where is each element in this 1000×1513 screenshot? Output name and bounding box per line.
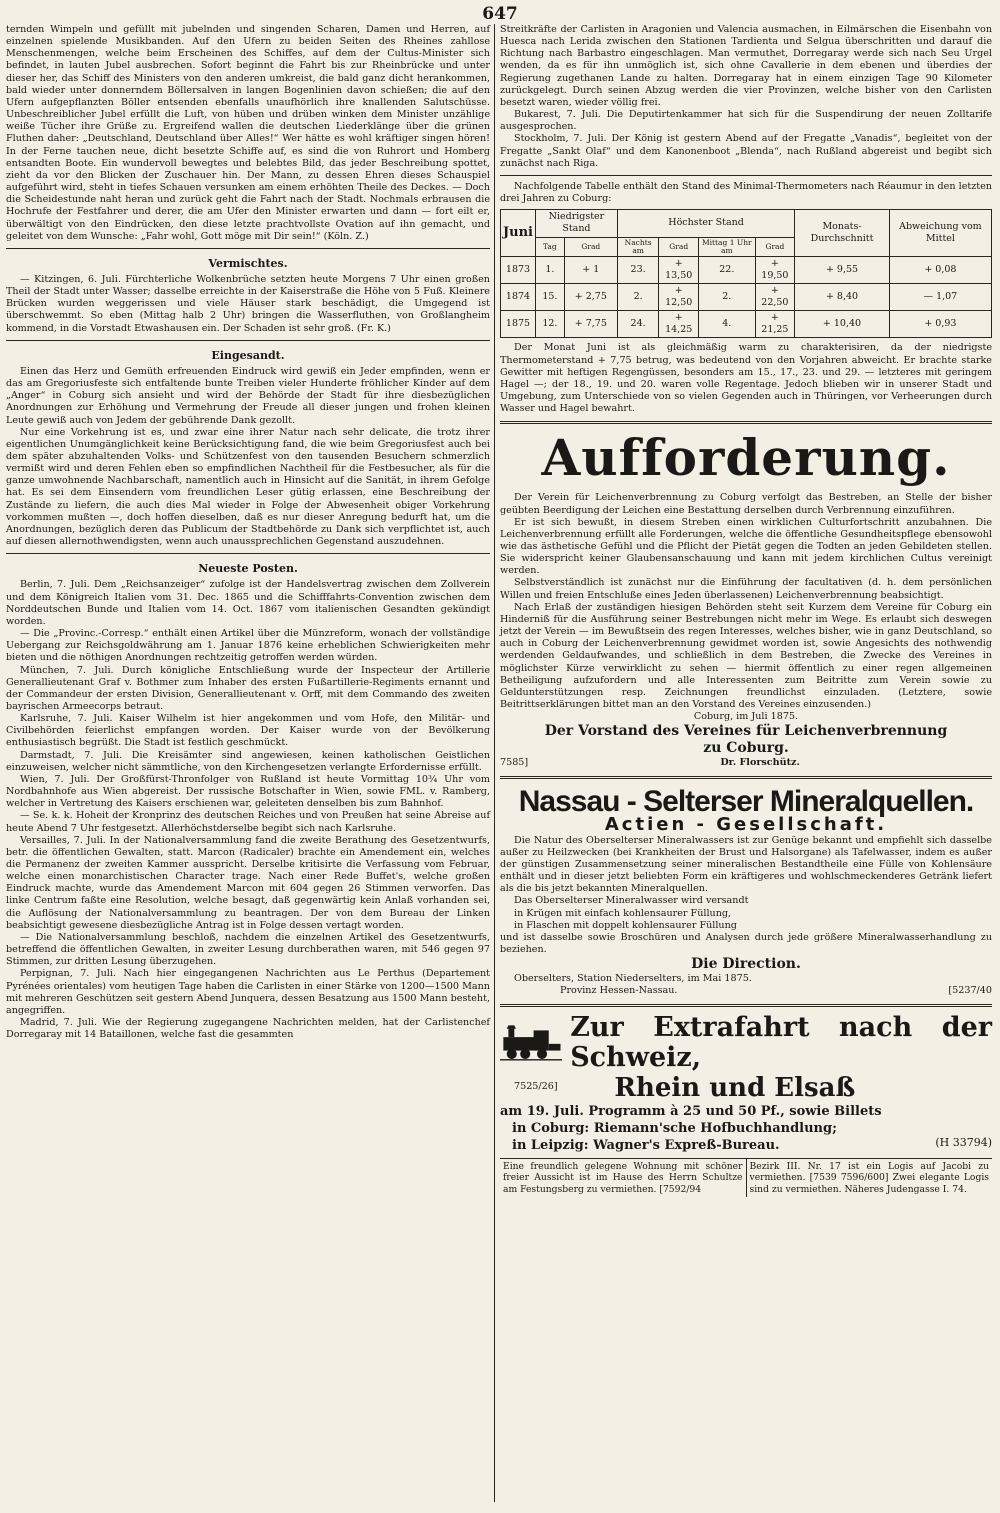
table-cell: + 12,50 xyxy=(659,283,699,310)
table-subheader: Nachts am xyxy=(617,237,658,256)
ad-reference: [5237/40 xyxy=(948,985,992,997)
table-header-abweichung: Abweichung vom Mittel xyxy=(889,210,991,256)
article-darmstadt: Darmstadt, 7. Juli. Die Kreisämter sind angewiesen, keinen katholischen Geistlichen einzuweisen, welcher nicht sämmtliche, von den Kirchengesetzen verlangte Erfordernisse erfüllt. xyxy=(6,749,490,773)
table-cell: + 10,40 xyxy=(795,311,890,338)
ad-nassau-title: Nassau - Selterser Mineralquellen. xyxy=(518,784,974,818)
page-number: 647 xyxy=(482,4,518,24)
ad-nassau-text: in Krügen mit einfach kohlensaurer Füllung, xyxy=(514,907,732,919)
ad-extrafahrt-title: Rhein und Elsaß xyxy=(614,1072,856,1103)
thermometer-table xyxy=(500,209,992,338)
ad-extrafahrt-title: Zur Extrafahrt nach der Schweiz, xyxy=(570,1011,992,1073)
section-rule xyxy=(6,340,490,341)
heading-vermischtes: Vermischtes. xyxy=(208,256,288,270)
article-karlsruhe: Karlsruhe, 7. Juli. Kaiser Wilhelm ist hier angekommen und vom Hofe, den Militär- und Civilbehörden feierlichst empfangen worden. Der Kaiser wurde von der Bevölkerung enthusiastisch begrüßt. Die Stadt ist festlich geschmückt. xyxy=(6,713,490,749)
article-perpignan: Perpignan, 7. Juli. Nach hier eingegangenen Nachrichten aus Le Perthus (Departement Pyrénées orientales) vom heutigen Tage haben die Carlisten in einer Stärke von 1200—1500 Mann mit mehreren Geschützen seit gestern Abend Junquera, dessen Besatzung aus 1500 Mann besteht, angegriffen. xyxy=(6,968,490,1016)
ad-extrafahrt-text: in Leipzig: Wagner's Expreß-Bureau. xyxy=(512,1137,780,1153)
article-madrid: Madrid, 7. Juli. Wie der Regierung zugegangene Nachrichten melden, hat der Carlistenchef Dorregaray mit 14 Bataillonen, welche fast die gesammten xyxy=(6,1017,490,1041)
table-cell: 1874 xyxy=(501,283,536,310)
table-cell: + 0,93 xyxy=(889,311,991,338)
table-header-niedrigster: Niedrigster Stand xyxy=(536,210,618,237)
table-header-monats: Monats-Durchschnitt xyxy=(795,210,890,256)
ad-rule xyxy=(500,1004,992,1007)
ad-aufforderung-signature: zu Coburg. xyxy=(703,740,789,757)
table-subheader: Tag xyxy=(536,237,565,256)
ad-extrafahrt-text: am 19. Juli. Programm à 25 und 50 Pf., sowie Billets xyxy=(500,1103,882,1119)
article-eingesandt-1: Einen das Herz und Gemüth erfreuenden Eindruck wird gewiß ein Jeder empfinden, wenn er das am Gregoriusfeste sich entfaltende bunte Treiben vieler Hunderte fröhlicher Kinder auf dem „Anger“ in Coburg sich ansieht und wird der Behörde der Stadt für ihre diesbezüglichen Anordnungen zur Erhöhung und Vermehrung der Freude all dieser jungen und frohen kleinen Leute gewiß auch von Jedem der gebührende Dank gezollt. xyxy=(6,365,490,426)
table-cell: + 14,25 xyxy=(659,311,699,338)
ad-nassau-text: Die Natur des Oberselterser Mineralwassers ist zur Genüge bekannt und empfiehlt sich dasselbe außer zu Heilzwecken (bei Krankheiten der Brust und Halsorgane) als Tafelwasser, indem es außer der günstigen Zusammensetzung seiner mineralischen Bestandtheile eine Fülle von Kohlensäure enthält und in dieser jetzt beliebten Form ein kräftigeres und wohlschmeckenderes Getränk liefert als die bis jetzt bekannten Mineralquellen. xyxy=(500,834,992,895)
ad-nassau-signature: Die Direction. xyxy=(691,956,801,973)
ad-aufforderung-signature: Der Vorstand des Vereines für Leichenverbrennung xyxy=(544,723,948,740)
table-cell: 22. xyxy=(699,256,755,283)
table-cell: + 0,08 xyxy=(889,256,991,283)
table-cell: 1875 xyxy=(501,311,536,338)
ad-nassau-place: Oberselters, Station Niederselters, im Mai 1875. xyxy=(514,973,752,985)
table-cell: + 19,50 xyxy=(755,256,795,283)
ad-aufforderung-text: Nach Erlaß der zuständigen hiesigen Behörden steht seit Kurzem dem Vereine für Coburg ein Hinderniß für die Ausführung seiner Bestrebungen nicht mehr im Wege. Es erlaubt sich deswegen jetzt der Verein — im Bewußtsein des regen Interesses, welches bisher, wie in ganz Deutschland, so auch in Coburg der Leichenverbrennung gewidmet worden ist, sowie Angesichts des nothwendig werdenden Geldaufwandes, und schließlich in dem Bestreben, die Zwecke des Vereines in möglichster Kürze verwirklicht zu sehen — hiermit öffentlich zu einer regen allgemeinen Betheiligung aufzufordern und alle Interessenten zum Beitritte zum Verein sowie zu Geldunterstützungen resp. Zeichnungen freundlichst einzuladen. (Letztere, sowie Beitrittserklärungen bittet man an den Vorstand des Vereines einzusenden.) xyxy=(500,601,992,711)
ad-nassau-province: Provinz Hessen-Nassau. xyxy=(560,985,678,997)
table-intro: Nachfolgende Tabelle enthält den Stand des Minimal-Thermometers nach Réaumur in den letzten drei Jahren zu Coburg: xyxy=(500,180,992,205)
locomotive-icon xyxy=(500,1022,562,1064)
article-festfahrt: ternden Wimpeln und gefüllt mit jubelnden und singenden Scharen, Damen und Herren, auf einzelnen spielende Musikbanden. Auf den Ufern zu beiden Seiten des Rheines zahllose Menschenmengen, welche beim Erscheinen des Schiffes, auf dem der Cultus-Minister sich befindet, in lauten Jubel ausbrechen. Sofort beginnt die Fahrt bis zur Rheinbrücke und unter dieser her, das Schiff des Ministers von den anderen umkreist, die bald ganz dicht herankommen, bald wieder unter donnerndem Böllersalven in langen Bogenlinien davon schießen; die auf den Ufern aufgepflanzten Böller entsenden ebenfalls unaufhörlich ihre knallenden Salutschüsse. Unbeschreiblicher Jubel erfüllt die Luft, von hüben und drüben winken dem Minister unzählige weiße Tücher ihre Grüße zu. Ergreifend wallen die deutschen Liederklänge über die grünen Fluthen daher: „Deutschland, Deutschland über Alles!“ Wer hätte es wohl kräftiger singen hören! In der Ferne tauchen neue, dicht besetzte Schiffe auf, es sind die von Ruhrort und Homberg entsandten Boote. Ein wundervoll bewegtes und belebtes Bild, das jeder Beschreibung spottet, zieht da vor den Blicken der Zuschauer hin. Der Mann, zu dessen Ehren dieses Schauspiel aufgeführt wird, steht in tiefes Schauen versunken am einem erhöhten Theile des Deckes. — Doch die Scheidestunde naht heran und zurück geht die Fahrt nach der Stadt. Nochmals erbrausen die Hochrufe der Festfahrer und derer, die am Ufer den Minister erwarten und dann — fort eilt er, überwältigt von den Eindrücken, den diese letzte prachtvollste Ovation auf ihn gemacht, und geleitet von dem Wunsche: „Fahr wohl, Gott möge mit Dir sein!“ (Köln. Z.) xyxy=(6,24,490,242)
article-berlin-2: — Die „Provinc.-Corresp.“ enthält einen Artikel über die Münzreform, wonach der vollständige Uebergang zur Reichsgoldwährung am 1. Januar 1876 keine erheblichen Schwierigkeiten mehr bieten und die nöthigen Anordnungen rechtzeitig getroffen werden würden. xyxy=(6,628,490,664)
table-cell: 23. xyxy=(617,256,658,283)
ad-reference: 7585] xyxy=(500,757,529,769)
table-cell: + 21,25 xyxy=(755,311,795,338)
ad-aufforderung-text: Selbstverständlich ist zunächst nur die Einführung der facultativen (d. h. dem persönlichen Willen und freien Entschluße eines Jeden überlassenen) Leichenverbrennung beabsichtigt. xyxy=(500,577,992,601)
ad-aufforderung-signer: Dr. Florschütz. xyxy=(720,757,800,769)
table-row xyxy=(501,256,992,283)
table-subheader: Mittag 1 Uhr am xyxy=(699,237,755,256)
table-row xyxy=(501,283,992,310)
article-muenchen: München, 7. Juli. Durch königliche Entschließung wurde der Inspecteur der Artillerie Generallieutenant Graf v. Bothmer zum Inhaber des ersten Fußartillerie-Regiments ernannt und der Commandeur der ersten Division, Generallieutenant v. Orff, mit dem Commando des zweiten bayrischen Armeecorps betraut. xyxy=(6,664,490,712)
ad-aufforderung xyxy=(500,430,992,769)
ad-aufforderung-title: Aufforderung. xyxy=(541,428,951,488)
article-stockholm: Stockholm, 7. Juli. Der König ist gestern Abend auf der Fregatte „Vanadis“, begleitet von der Fregatte „Sankt Olaf“ und dem Kanonenboot „Blenda“, nach Rußland abgereist und begibt sich zunächst nach Riga. xyxy=(500,133,992,169)
ad-nassau-text: und ist dasselbe sowie Broschüren und Analysen durch jede größere Mineralwasserhandlung zu beziehen. xyxy=(500,931,992,956)
ad-rule xyxy=(500,421,992,424)
ad-nassau-subtitle: Actien - Gesellschaft. xyxy=(604,813,888,835)
table-cell: 15. xyxy=(536,283,565,310)
table-header-juni: Juni xyxy=(501,210,536,256)
table-cell: + 13,50 xyxy=(659,256,699,283)
ad-nassau-text: in Flaschen mit doppelt kohlensaurer Füllung xyxy=(514,919,737,931)
ad-rule xyxy=(500,776,992,779)
table-cell: — 1,07 xyxy=(889,283,991,310)
section-rule xyxy=(500,175,992,176)
article-wien-1: Wien, 7. Juli. Der Großfürst-Thronfolger von Rußland ist heute Vormittag 10¾ Uhr vom Nordbahnhofe aus Wien abgereist. Der russische Botschafter in Wien, sowie FML. v. Ramberg, welcher in Vertretung des Kaisers erschienen war, geleiteten denselben bis zum Bahnhof. xyxy=(6,773,490,810)
ad-extrafahrt-text: in Coburg: Riemann'sche Hofbuchhandlung; xyxy=(512,1120,837,1136)
table-cell: + 1 xyxy=(564,256,617,283)
article-kitzingen: — Kitzingen, 6. Juli. Fürchterliche Wolkenbrüche setzten heute Morgens 7 Uhr einen großen Theil der Stadt unter Wasser; dasselbe erreichte in der Kaiserstraße die Höhe von 5 Fuß. Kleinere Brücken wurden weggerissen und viele Häuser stark beschädigt, die Umgegend ist überschwemmt. So eben (Mittag halb 2 Uhr) bringen die Wasserfluthen, von Großlangheim kommend, in die Vorstadt Etwashausen ein. Der Schaden ist sehr groß. (Fr. K.) xyxy=(6,273,490,334)
heading-eingesandt: Eingesandt. xyxy=(211,348,285,362)
table-cell: + 22,50 xyxy=(755,283,795,310)
section-rule xyxy=(6,248,490,249)
ad-aufforderung-text: Der Verein für Leichenverbrennung zu Coburg verfolgt das Bestreben, an Stelle der bisher geübten Beerdigung der Leichen eine Bestattung derselben durch Verbrennung einzuführen. xyxy=(500,492,992,516)
table-cell: 1873 xyxy=(501,256,536,283)
section-rule xyxy=(6,553,490,554)
table-cell: 24. xyxy=(617,311,658,338)
ad-aufforderung-date: Coburg, im Juli 1875. xyxy=(693,711,799,723)
table-cell: 2. xyxy=(699,283,755,310)
left-column xyxy=(6,24,490,1041)
table-subheader: Grad xyxy=(564,237,617,256)
table-cell: + 8,40 xyxy=(795,283,890,310)
column-divider xyxy=(494,24,495,1502)
ad-reference: (H 33794) xyxy=(935,1135,992,1149)
table-cell: 4. xyxy=(699,311,755,338)
table-commentary: Der Monat Juni ist als gleichmäßig warm zu charakterisiren, da der niedrigste Thermometerstand + 7,75 betrug, was bedeutend von den Vorjahren abweicht. Er brachte starke Gewitter mit heftigen Regengüssen, besonders am 15., 17., 23. und 29. — letzteres mit geringem Hagel —; der 18., 19. und 20. waren volle Regentage. Jedoch blieben wir in unserer Stadt und Umgebung, zum Unterschiede von so vielen Gegenden auch in Thüringen, vor Verheerungen durch Wasser und Hagel bewahrt. xyxy=(500,342,992,415)
article-versailles-1: Versailles, 7. Juli. In der Nationalversammlung fand die zweite Berathung des Gesetzentwurfs, betr. die öffentlichen Gewalten, statt. Marcon (Radicaler) brachte ein Amendement ein, welches die Permanenz der zweiten Kammer ausspricht. Derselbe kritisirte die Verfassung vom Februar, welche einen monarchistischen Character trage. Nach einer Rede Buffet's, welche großen Eindruck machte, wurde das Amendement Marcon mit 604 gegen 26 Stimmen verworfen. Das linke Centrum faßte eine Resolution, welche besagt, daß gegenwärtig kein Anlaß vorhanden sei, die Auflösung der Nationalversammlung zu beantragen. Der von dem Bureau der Linken beabsichtigt gewesene diesbezügliche Antrag ist in Folge dessen vertagt worden. xyxy=(6,834,490,931)
article-berlin-1: Berlin, 7. Juli. Dem „Reichsanzeiger“ zufolge ist der Handelsvertrag zwischen dem Zollverein und dem Königreich Italien vom 31. Dec. 1865 und die Schifffahrts-Convention zwischen dem Norddeutschen Bunde und Italien vom 14. Oct. 1867 vom italienischen Gesandten gekündigt worden. xyxy=(6,579,490,627)
table-row xyxy=(501,311,992,338)
ad-nassau-selters xyxy=(500,785,992,998)
article-versailles-2: — Die Nationalversammlung beschloß, nachdem die einzelnen Artikel des Gesetzentwurfs, betreffend die öffentlichen Gewalten, in zweiter Lesung durchberathen waren, mit 546 gegen 97 Stimmen, zur dritten Lesung überzugehen. xyxy=(6,931,490,968)
ad-nassau-text: Das Oberselterser Mineralwasser wird versandt xyxy=(514,895,749,907)
small-ad-logis: Bezirk III. Nr. 17 ist ein Logis auf Jacobi zu vermiethen. [7539 7596/600] Zwei elegante Logis sind zu vermiethen. Näheres Judengasse I. 74. xyxy=(746,1159,993,1198)
article-wien-2: — Se. k. k. Hoheit der Kronprinz des deutschen Reiches und von Preußen hat seine Abreise auf heute Abend 7 Uhr festgesetzt. Allerhöchstderselbe begibt sich nach Karlsruhe. xyxy=(6,810,490,834)
table-cell: + 2,75 xyxy=(564,283,617,310)
table-cell: + 9,55 xyxy=(795,256,890,283)
ad-extrafahrt xyxy=(500,1013,992,1154)
ad-aufforderung-text: Er ist sich bewußt, in diesem Streben einen wirklichen Culturfortschritt anzubahnen. Die Leichenverbrennung erfüllt alle Forderungen, welche die öffentliche Gesundheitspflege ebensowohl wie das ästhetische Gefühl und die Pflicht der Pietät gegen die Todten an jeden Gebildeten stellen. Sie widerspricht keiner Glaubensanschauung und kann mit jedem kirchlichen Cultus vereinigt werden. xyxy=(500,516,992,577)
table-subheader: Grad xyxy=(659,237,699,256)
table-cell: 12. xyxy=(536,311,565,338)
table-cell: 2. xyxy=(617,283,658,310)
article-bukarest: Bukarest, 7. Juli. Die Deputirtenkammer hat sich für die Suspendirung der neuen Zolltarife ausgesprochen. xyxy=(500,109,992,133)
ad-reference: 7525/26] xyxy=(514,1081,558,1093)
table-subheader: Grad xyxy=(755,237,795,256)
table-cell: 1. xyxy=(536,256,565,283)
table-cell: + 7,75 xyxy=(564,311,617,338)
small-ad-wohnung: Eine freundlich gelegene Wohnung mit schöner freier Aussicht ist im Hause des Herrn Schultze am Festungsberg zu vermiethen. [7592/94 xyxy=(503,1160,743,1195)
heading-neueste-posten: Neueste Posten. xyxy=(198,562,298,576)
table-header-hoechster: Höchster Stand xyxy=(617,210,794,237)
article-madrid-cont: Streitkräfte der Carlisten in Aragonien und Valencia ausmachen, in Eilmärschen die Eisenbahn von Huesca nach Lerida zwischen den Stationen Tardienta und Selgua überschritten und darauf die Richtung nach Barbastro eingeschlagen. Man vermuthet, Dorregaray werde sich nach Seu Urgel wenden, da es für ihn unmöglich ist, sich ohne Cavallerie in dem ebenen und überdies der Regierung zugethanen Lande zu halten. Dorregaray hat in einem einzigen Tage 90 Kilometer zurückgelegt. Durch seinen Abzug werden die vier Provinzen, welche bisher von den Carlisten besetzt waren, wieder völlig frei. xyxy=(500,24,992,108)
article-eingesandt-2: Nur eine Vorkehrung ist es, und zwar eine ihrer Natur nach sehr delicate, die trotz ihrer eigentlichen Unumgänglichkeit keine Berücksichtigung fand, die wie beim Gregoriusfest auch bei dem später abzuhaltenden Volks- und Schützenfest von den tausenden Besuchern schmerzlich vermißt wird und deren Fehlen eben so empfindlichen Nachtheil für die Festbesucher, als für die ganze umwohnende Nachbarschaft, namentlich auch in Hinsicht auf die Sanität, in ihrem Gefolge hat. Es sei dem Einsendern vom freundlichen Leser gütig erlassen, eine Beschreibung der Zustände zu liefern, die auch dies Mal wieder in Folge der Abwesenheit obiger Vorkehrung vorkommen mußten —, doch hoffen dieselben, daß es nur dieser Anregung bedurft hat, um die Anordnungen, bezüglich deren das Publicum der Stadtbehörde zu Dank sich verpflichtet ist, auch auf diesen allernothwendigsten, wenn auch unaussprechlichen Gegenstand auszudehnen. xyxy=(6,426,490,548)
right-column xyxy=(500,24,992,1197)
small-ads xyxy=(500,1158,992,1198)
